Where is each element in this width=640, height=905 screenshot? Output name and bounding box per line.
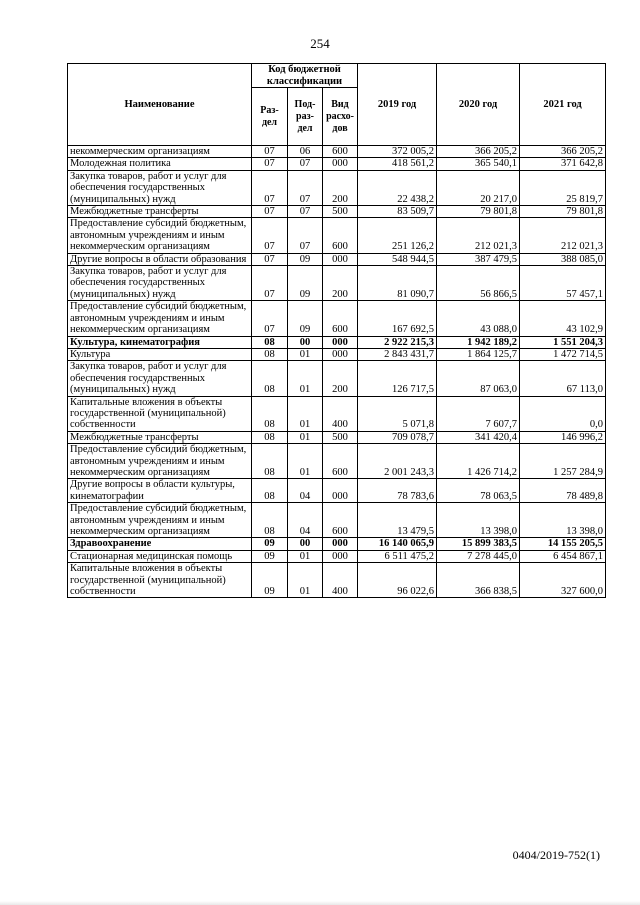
- row-name: Предоставление субсидий бюджетным, автономным учреждениям и иным некоммерческим организациям: [68, 444, 252, 479]
- table-row: [68, 253, 606, 265]
- row-subsection: 07: [288, 158, 323, 170]
- row-value-2020: 79 801,8: [437, 206, 520, 218]
- row-subsection: 09: [288, 301, 323, 336]
- row-name: Капитальные вложения в объекты государственной (муниципальной) собственности: [68, 396, 252, 431]
- row-name: некоммерческим организациям: [68, 146, 252, 158]
- table-row: [68, 538, 606, 550]
- row-name: Молодежная политика: [68, 158, 252, 170]
- row-expense-type: 000: [323, 253, 358, 265]
- row-value-2021: 6 454 867,1: [520, 550, 606, 562]
- row-value-2020: 87 063,0: [437, 361, 520, 396]
- row-subsection: 01: [288, 348, 323, 360]
- table-row: [68, 301, 606, 336]
- header-section: Раз- дел: [252, 88, 288, 146]
- row-section: 08: [252, 479, 288, 503]
- table-row: [68, 503, 606, 538]
- row-section: 07: [252, 218, 288, 253]
- table-row: [68, 170, 606, 205]
- row-value-2021: 146 996,2: [520, 431, 606, 443]
- row-section: 07: [252, 206, 288, 218]
- row-value-2021: 1 472 714,5: [520, 348, 606, 360]
- row-value-2019: 251 126,2: [358, 218, 437, 253]
- row-name: Межбюджетные трансферты: [68, 206, 252, 218]
- row-section: 07: [252, 266, 288, 301]
- row-expense-type: 000: [323, 479, 358, 503]
- row-name: Закупка товаров, работ и услуг для обеспечения государственных (муниципальных) нужд: [68, 361, 252, 396]
- row-value-2020: 1 942 189,2: [437, 336, 520, 348]
- row-value-2021: 78 489,8: [520, 479, 606, 503]
- row-value-2019: 2 001 243,3: [358, 444, 437, 479]
- row-subsection: 01: [288, 444, 323, 479]
- row-value-2021: 371 642,8: [520, 158, 606, 170]
- row-subsection: 01: [288, 550, 323, 562]
- row-expense-type: 000: [323, 158, 358, 170]
- row-value-2019: 6 511 475,2: [358, 550, 437, 562]
- header-expense-type: Вид расхо- дов: [323, 88, 358, 146]
- row-section: 09: [252, 538, 288, 550]
- header-2021: 2021 год: [520, 64, 606, 146]
- row-subsection: 07: [288, 218, 323, 253]
- header-subsection: Под- раз- дел: [288, 88, 323, 146]
- header-code-group: Код бюджетной классификации: [252, 64, 358, 88]
- row-expense-type: 600: [323, 503, 358, 538]
- row-value-2020: 1 426 714,2: [437, 444, 520, 479]
- document-code: 0404/2019-752(1): [512, 848, 600, 862]
- row-section: 08: [252, 336, 288, 348]
- row-value-2020: 341 420,4: [437, 431, 520, 443]
- table-row: [68, 563, 606, 598]
- row-section: 07: [252, 170, 288, 205]
- row-value-2020: 366 205,2: [437, 146, 520, 158]
- row-value-2020: 365 540,1: [437, 158, 520, 170]
- table-row: [68, 396, 606, 431]
- row-name: Культура: [68, 348, 252, 360]
- row-subsection: 04: [288, 479, 323, 503]
- row-value-2020: 20 217,0: [437, 170, 520, 205]
- row-value-2019: 548 944,5: [358, 253, 437, 265]
- row-value-2019: 78 783,6: [358, 479, 437, 503]
- row-value-2019: 2 922 215,3: [358, 336, 437, 348]
- row-expense-type: 000: [323, 550, 358, 562]
- row-value-2020: 13 398,0: [437, 503, 520, 538]
- row-value-2021: 67 113,0: [520, 361, 606, 396]
- row-value-2020: 1 864 125,7: [437, 348, 520, 360]
- row-name: Другие вопросы в области культуры, кинематографии: [68, 479, 252, 503]
- row-value-2021: 14 155 205,5: [520, 538, 606, 550]
- row-value-2021: 212 021,3: [520, 218, 606, 253]
- row-expense-type: 000: [323, 348, 358, 360]
- row-section: 07: [252, 146, 288, 158]
- table-row: [68, 218, 606, 253]
- row-expense-type: 600: [323, 146, 358, 158]
- table-row: [68, 158, 606, 170]
- row-value-2021: 388 085,0: [520, 253, 606, 265]
- table-body: [68, 146, 606, 598]
- row-section: 09: [252, 563, 288, 598]
- row-subsection: 01: [288, 563, 323, 598]
- table-row: [68, 266, 606, 301]
- table-row: [68, 348, 606, 360]
- row-value-2019: 372 005,2: [358, 146, 437, 158]
- row-expense-type: 600: [323, 218, 358, 253]
- row-expense-type: 200: [323, 361, 358, 396]
- row-name: Предоставление субсидий бюджетным, автономным учреждениям и иным некоммерческим организациям: [68, 301, 252, 336]
- row-name: Культура, кинематография: [68, 336, 252, 348]
- row-subsection: 07: [288, 206, 323, 218]
- row-expense-type: 500: [323, 206, 358, 218]
- row-section: 07: [252, 158, 288, 170]
- row-section: 08: [252, 503, 288, 538]
- row-value-2019: 96 022,6: [358, 563, 437, 598]
- row-name: Здравоохранение: [68, 538, 252, 550]
- page-number: 254: [310, 36, 330, 51]
- row-expense-type: 200: [323, 170, 358, 205]
- row-value-2019: 16 140 065,9: [358, 538, 437, 550]
- table-row: [68, 146, 606, 158]
- table-row: [68, 206, 606, 218]
- row-value-2019: 418 561,2: [358, 158, 437, 170]
- row-value-2020: 387 479,5: [437, 253, 520, 265]
- scan-edge: [0, 901, 640, 905]
- table-row: [68, 550, 606, 562]
- row-section: 08: [252, 361, 288, 396]
- row-expense-type: 400: [323, 563, 358, 598]
- row-expense-type: 400: [323, 396, 358, 431]
- budget-table: [67, 63, 606, 598]
- header-name: Наименование: [68, 64, 252, 146]
- row-value-2019: 5 071,8: [358, 396, 437, 431]
- row-value-2021: 13 398,0: [520, 503, 606, 538]
- row-subsection: 00: [288, 336, 323, 348]
- table-row: [68, 444, 606, 479]
- row-section: 07: [252, 253, 288, 265]
- row-section: 09: [252, 550, 288, 562]
- row-value-2020: 15 899 383,5: [437, 538, 520, 550]
- row-value-2020: 7 278 445,0: [437, 550, 520, 562]
- row-subsection: 01: [288, 431, 323, 443]
- row-section: 08: [252, 431, 288, 443]
- row-section: 07: [252, 301, 288, 336]
- row-section: 08: [252, 396, 288, 431]
- row-value-2021: 25 819,7: [520, 170, 606, 205]
- row-value-2019: 83 509,7: [358, 206, 437, 218]
- row-name: Капитальные вложения в объекты государственной (муниципальной) собственности: [68, 563, 252, 598]
- table-row: [68, 336, 606, 348]
- header-2020: 2020 год: [437, 64, 520, 146]
- row-value-2019: 2 843 431,7: [358, 348, 437, 360]
- table-row: [68, 479, 606, 503]
- row-value-2019: 13 479,5: [358, 503, 437, 538]
- row-expense-type: 600: [323, 444, 358, 479]
- row-expense-type: 000: [323, 538, 358, 550]
- row-subsection: 00: [288, 538, 323, 550]
- row-name: Стационарная медицинская помощь: [68, 550, 252, 562]
- row-subsection: 07: [288, 170, 323, 205]
- row-value-2021: 366 205,2: [520, 146, 606, 158]
- row-value-2020: 43 088,0: [437, 301, 520, 336]
- row-name: Другие вопросы в области образования: [68, 253, 252, 265]
- row-value-2021: 57 457,1: [520, 266, 606, 301]
- row-name: Закупка товаров, работ и услуг для обеспечения государственных (муниципальных) нужд: [68, 266, 252, 301]
- row-name: Закупка товаров, работ и услуг для обеспечения государственных (муниципальных) нужд: [68, 170, 252, 205]
- row-name: Предоставление субсидий бюджетным, автономным учреждениям и иным некоммерческим организациям: [68, 503, 252, 538]
- row-value-2019: 81 090,7: [358, 266, 437, 301]
- row-value-2021: 0,0: [520, 396, 606, 431]
- header-2019: 2019 год: [358, 64, 437, 146]
- row-subsection: 06: [288, 146, 323, 158]
- row-value-2020: 56 866,5: [437, 266, 520, 301]
- row-value-2021: 79 801,8: [520, 206, 606, 218]
- row-subsection: 01: [288, 396, 323, 431]
- row-expense-type: 200: [323, 266, 358, 301]
- row-value-2021: 1 257 284,9: [520, 444, 606, 479]
- row-name: Межбюджетные трансферты: [68, 431, 252, 443]
- row-value-2020: 366 838,5: [437, 563, 520, 598]
- row-value-2020: 78 063,5: [437, 479, 520, 503]
- row-expense-type: 500: [323, 431, 358, 443]
- table-row: [68, 431, 606, 443]
- row-value-2019: 167 692,5: [358, 301, 437, 336]
- row-subsection: 09: [288, 266, 323, 301]
- row-value-2019: 126 717,5: [358, 361, 437, 396]
- row-subsection: 04: [288, 503, 323, 538]
- row-value-2021: 43 102,9: [520, 301, 606, 336]
- row-expense-type: 600: [323, 301, 358, 336]
- row-value-2020: 7 607,7: [437, 396, 520, 431]
- row-value-2019: 709 078,7: [358, 431, 437, 443]
- row-name: Предоставление субсидий бюджетным, автономным учреждениям и иным некоммерческим организациям: [68, 218, 252, 253]
- row-value-2021: 1 551 204,3: [520, 336, 606, 348]
- row-subsection: 01: [288, 361, 323, 396]
- row-value-2019: 22 438,2: [358, 170, 437, 205]
- row-expense-type: 000: [323, 336, 358, 348]
- row-section: 08: [252, 444, 288, 479]
- table-row: [68, 361, 606, 396]
- row-value-2020: 212 021,3: [437, 218, 520, 253]
- row-value-2021: 327 600,0: [520, 563, 606, 598]
- row-section: 08: [252, 348, 288, 360]
- row-subsection: 09: [288, 253, 323, 265]
